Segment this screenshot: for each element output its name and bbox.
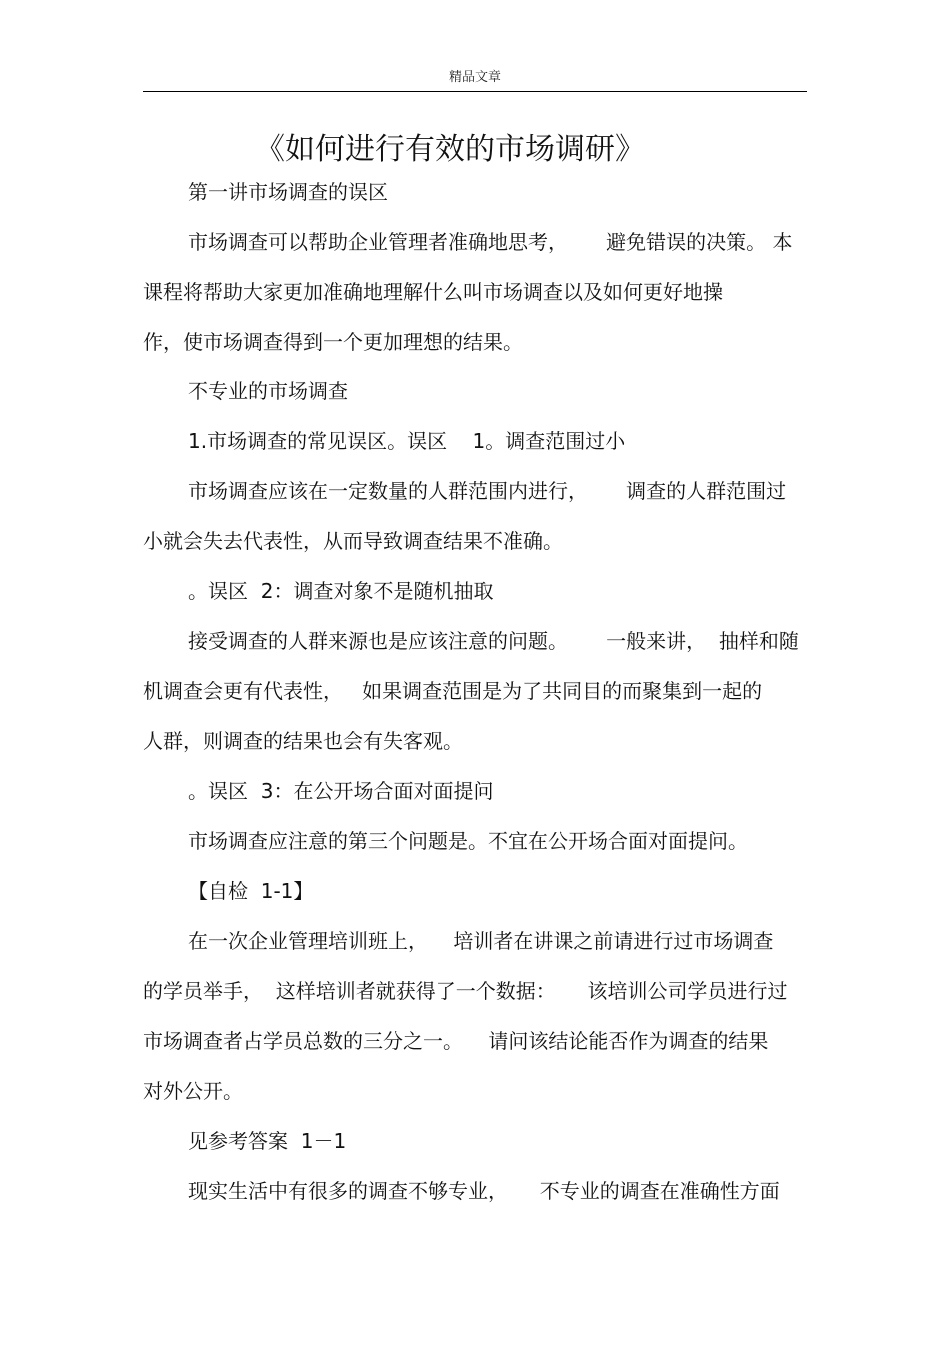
paragraph-line: 市场调查者占学员总数的三分之一。 请问该结论能否作为调查的结果 [143,1029,769,1053]
paragraph-line: 的学员举手， 这样培训者就获得了一个数据： 该培训公司学员进行过 [143,979,788,1003]
paragraph-line: 机调查会更有代表性， 如果调查范围是为了共同目的而聚集到一起的 [143,679,763,703]
paragraph-line: 接受调查的人群来源也是应该注意的问题。 一般来讲， 抽样和随 [188,629,799,653]
paragraph-line: 作，使市场调查得到一个更加理想的结果。 [143,330,523,354]
subheading: 不专业的市场调查 [188,379,348,403]
self-check-label: 【自检 1-1】 [188,879,314,903]
paragraph-line: 。误区 2：调查对象不是随机抽取 [188,579,494,603]
paragraph-line: 课程将帮助大家更加准确地理解什么叫市场调查以及如何更好地操 [143,280,723,304]
paragraph-line: 对外公开。 [143,1079,243,1103]
section-heading: 第一讲市场调查的误区 [188,180,388,204]
paragraph-line: 市场调查应该在一定数量的人群范围内进行， 调查的人群范围过 [188,479,787,503]
paragraph-line: 现实生活中有很多的调查不够专业， 不专业的调查在准确性方面 [188,1179,780,1203]
paragraph-line: 小就会失去代表性，从而导致调查结果不准确。 [143,529,563,553]
document-title: 《如何进行有效的市场调研》 [255,132,645,167]
header-rule [143,91,807,92]
answer-reference: 见参考答案 1－1 [188,1129,347,1153]
page-header-label: 精品文章 [448,70,501,85]
paragraph-line: 市场调查应注意的第三个问题是。不宜在公开场合面对面提问。 [188,829,748,853]
paragraph-line: 市场调查可以帮助企业管理者准确地思考， 避免错误的决策。 本 [188,230,793,254]
paragraph-line: 。误区 3：在公开场合面对面提问 [188,779,494,803]
paragraph-line: 1.市场调查的常见误区。误区 1。调查范围过小 [188,429,626,453]
paragraph-line: 人群，则调查的结果也会有失客观。 [143,729,463,753]
paragraph-line: 在一次企业管理培训班上， 培训者在讲课之前请进行过市场调查 [188,929,774,953]
